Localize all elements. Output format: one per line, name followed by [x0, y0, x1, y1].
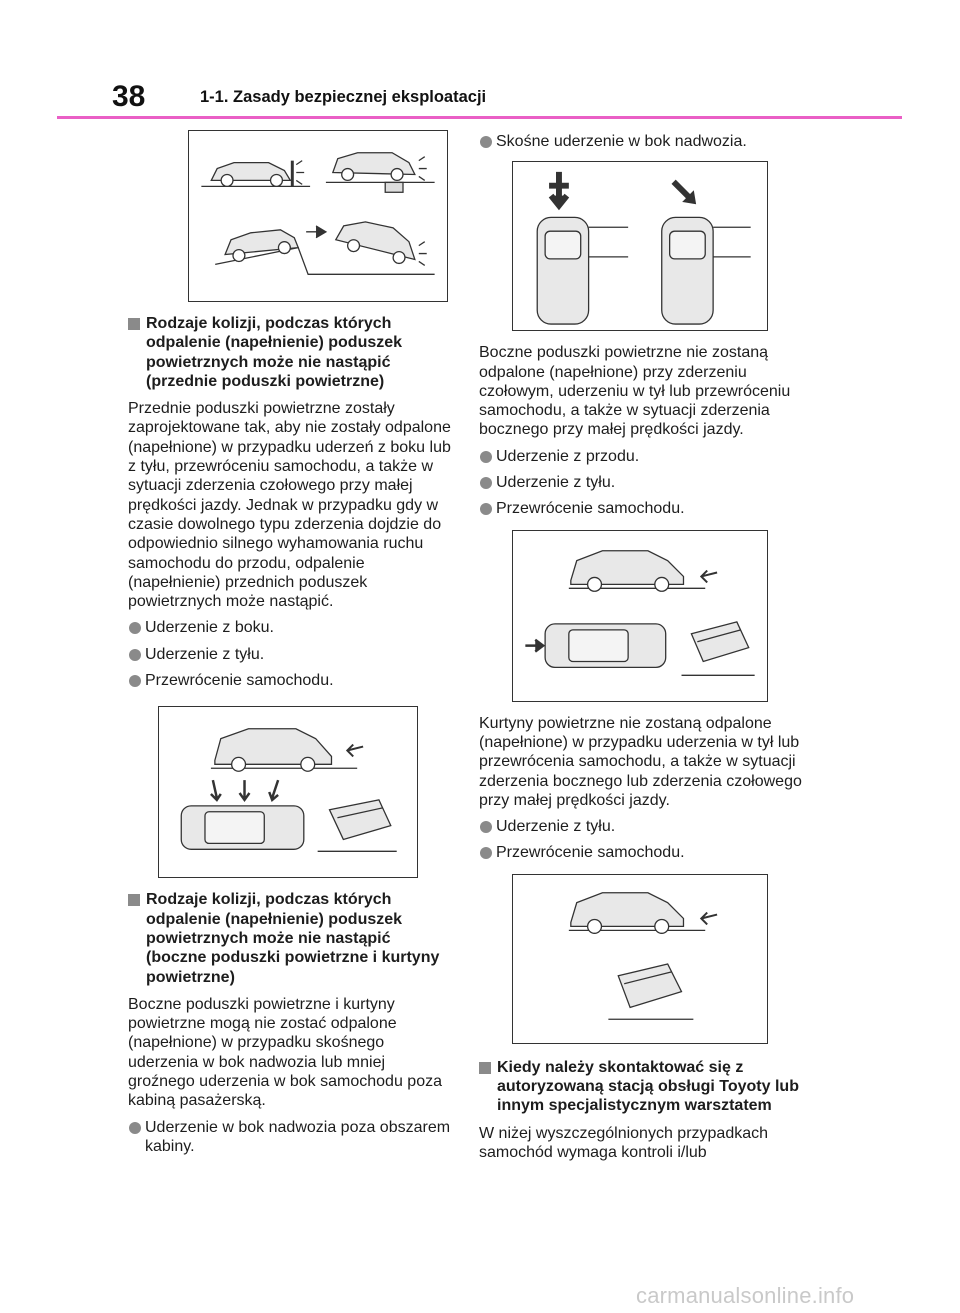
car-rollover-icon — [608, 964, 693, 1019]
car-hitting-wall-icon — [201, 161, 310, 187]
figure-rear-rollover — [512, 874, 768, 1044]
left-column — [128, 130, 453, 1156]
car-hitting-curb-icon — [326, 153, 435, 193]
bullet-item: Przewrócenie samochodu. — [479, 843, 809, 862]
bullet-item: Przewrócenie samochodu. — [479, 499, 809, 518]
car-rollover-icon — [682, 622, 755, 675]
heading-square-icon — [128, 894, 140, 906]
paragraph-contact-dealer: W niżej wyszczególnionych przypadkach samochód wymaga kontroli i/lub — [479, 1124, 769, 1161]
bullet-dot-icon — [129, 649, 141, 661]
bullet-dot-icon — [480, 503, 492, 515]
car-top-side-impact-icon — [181, 780, 304, 849]
bullet-dot-icon — [480, 847, 492, 859]
heading-contact-dealer: Kiedy należy skontaktować się z autoryzowaną stacją obsługi Toyoty lub innym specjalistycznym warsztatem — [479, 1058, 809, 1116]
heading-square-icon — [128, 318, 140, 330]
bullet-item: Uderzenie z boku. — [128, 618, 453, 637]
figure-oblique-impact — [512, 161, 768, 331]
bullet-dot-icon — [480, 821, 492, 833]
bullet-item: Uderzenie w bok nadwozia poza obszarem kabiny. — [128, 1118, 453, 1157]
figure-front-rear-rollover — [512, 530, 768, 702]
bullet-dot-icon — [480, 451, 492, 463]
paragraph-side-airbags: Boczne poduszki powietrzne i kurtyny powietrzne mogą nie zostać odpalone (napełnione) w przypadku skośnego uderzenia w bok nadwozia lub mniej groźnego uderzenia w bok samochodu poza kabiną pasażerską. — [128, 995, 442, 1110]
page-number: 38 — [112, 80, 146, 113]
car-top-front-impact-icon — [525, 624, 665, 667]
bullet-dot-icon — [129, 622, 141, 634]
figure-side-rear-rollover — [158, 706, 418, 878]
collision-illustration — [189, 131, 447, 301]
heading-frontal-airbags: Rodzaje kolizji, podczas których odpalenie (napełnienie) poduszek powietrznych może nie nastąpić (przednie poduszki powietrzne) — [128, 314, 453, 391]
car-slope-jump-icon — [215, 222, 434, 274]
car-oblique-impact-left-icon — [537, 172, 628, 324]
bullet-dot-icon — [480, 477, 492, 489]
bullet-dot-icon — [129, 1122, 141, 1134]
figure-frontal-collisions — [188, 130, 448, 302]
heading-side-airbags: Rodzaje kolizji, podczas których odpalenie (napełnienie) poduszek powietrznych może nie nastąpić (boczne poduszki powietrzne i kurtyny powietrzne) — [128, 890, 453, 986]
bullet-item: Uderzenie z tyłu. — [479, 473, 809, 492]
bullet-item: Skośne uderzenie w bok nadwozia. — [479, 132, 809, 151]
car-oblique-impact-right-icon — [662, 182, 751, 324]
section-title: 1-1. Zasady bezpiecznej eksploatacji — [200, 88, 487, 106]
car-rear-impact-icon — [569, 550, 717, 591]
bullet-item: Przewrócenie samochodu. — [128, 671, 453, 690]
page-header — [100, 78, 902, 118]
bullet-dot-icon — [480, 136, 492, 148]
heading-square-icon — [479, 1062, 491, 1074]
car-rear-impact-icon — [569, 893, 717, 934]
bullet-item: Uderzenie z tyłu. — [128, 645, 453, 664]
paragraph-curtain-airbags: Kurtyny powietrzne nie zostaną odpalone (napełnione) w przypadku uderzenia w tył lub przewrócenia samochodu, a także w sytuacji zderzenia bocznego lub zderzenia czołowego przy małej prędkości jazdy. — [479, 714, 802, 809]
right-column — [479, 130, 809, 1162]
paragraph-side-airbags-no-deploy: Boczne poduszki powietrzne nie zostaną odpalone (napełnione) przy zderzeniu czołowym, uderzeniu w tył lub przewróceniu samochodu, a także w sytuacji zderzenia bocznego przy małej prędkości jazdy. — [479, 344, 791, 439]
car-rear-impact-icon — [211, 729, 363, 772]
paragraph-frontal-airbags: Przednie poduszki powietrzne zostały zaprojektowane tak, aby nie zostały odpalone (napełnione) w przypadku uderzeń z boku lub z tyłu, przewróceniu samochodu, a także w sytuacji zderzenia czołowego przy małej prędkości jazdy. Jednak w przypadku gdy w czasie dowolnego typu zderzenia dojdzie do odpowiednio silnego wyhamowania ruchu samochodu do przodu, odpalenie (napełnienie) przednich poduszek powietrznych może nastąpić. — [128, 400, 451, 611]
bullet-item: Uderzenie z przodu. — [479, 447, 809, 466]
bullet-dot-icon — [129, 675, 141, 687]
car-rollover-icon — [318, 800, 397, 851]
bullet-item: Uderzenie z tyłu. — [479, 817, 809, 836]
watermark: carmanualsonline.info — [636, 1283, 855, 1308]
header-rule — [57, 116, 902, 119]
